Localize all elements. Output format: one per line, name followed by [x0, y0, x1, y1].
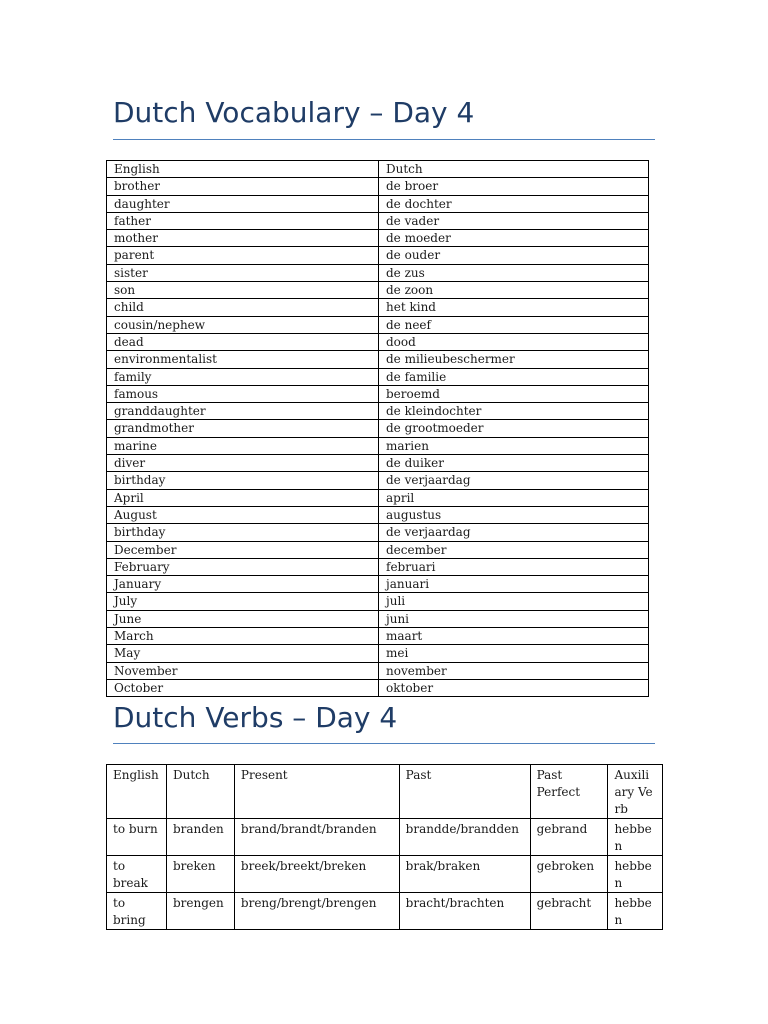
vocab-cell-dutch: januari	[379, 576, 649, 593]
vocab-header-english: English	[107, 161, 379, 178]
vocab-header-row	[107, 161, 649, 178]
vocab-cell-english: December	[107, 541, 379, 558]
vocab-row	[107, 576, 649, 593]
verbs-header-past-perfect: Past Perfect	[530, 765, 608, 819]
vocab-cell-english: famous	[107, 385, 379, 402]
vocab-row	[107, 230, 649, 247]
vocab-cell-english: son	[107, 282, 379, 299]
vocab-cell-english: March	[107, 628, 379, 645]
vocab-cell-dutch: april	[379, 489, 649, 506]
vocab-cell-english: brother	[107, 178, 379, 195]
vocab-header-dutch: Dutch	[379, 161, 649, 178]
verbs-header-past: Past	[399, 765, 530, 819]
vocab-title: Dutch Vocabulary – Day 4	[113, 96, 475, 129]
verb-cell-past: brandde/brandden	[399, 819, 530, 856]
vocab-cell-dutch: november	[379, 662, 649, 679]
vocab-cell-dutch: de dochter	[379, 195, 649, 212]
verbs-table	[106, 764, 663, 930]
verb-cell-dutch: breken	[166, 856, 234, 893]
verb-cell-past: bracht/brachten	[399, 893, 530, 930]
vocab-cell-english: child	[107, 299, 379, 316]
vocab-row	[107, 645, 649, 662]
verbs-header-dutch: Dutch	[166, 765, 234, 819]
vocab-cell-dutch: de verjaardag	[379, 524, 649, 541]
vocab-row	[107, 420, 649, 437]
vocab-row	[107, 593, 649, 610]
verb-cell-english: to burn	[107, 819, 167, 856]
verb-cell-present: breng/brengt/brengen	[234, 893, 399, 930]
vocab-cell-english: parent	[107, 247, 379, 264]
vocab-cell-dutch: beroemd	[379, 385, 649, 402]
vocab-row	[107, 524, 649, 541]
verb-cell-present: brand/brandt/branden	[234, 819, 399, 856]
verb-cell-auxiliary: hebben	[608, 819, 663, 856]
vocab-cell-english: environmentalist	[107, 351, 379, 368]
vocab-row	[107, 351, 649, 368]
vocab-cell-dutch: het kind	[379, 299, 649, 316]
vocab-cell-dutch: de familie	[379, 368, 649, 385]
vocab-cell-dutch: mei	[379, 645, 649, 662]
vocab-cell-english: cousin/nephew	[107, 316, 379, 333]
vocab-row	[107, 455, 649, 472]
vocab-row	[107, 489, 649, 506]
vocab-cell-dutch: maart	[379, 628, 649, 645]
vocab-cell-english: birthday	[107, 472, 379, 489]
vocab-cell-english: father	[107, 212, 379, 229]
verbs-header-auxiliary: Auxiliary Verb	[608, 765, 663, 819]
vocab-row	[107, 178, 649, 195]
vocab-row	[107, 264, 649, 281]
vocab-row	[107, 403, 649, 420]
vocab-row	[107, 385, 649, 402]
verb-cell-english: to break	[107, 856, 167, 893]
verb-cell-present: breek/breekt/breken	[234, 856, 399, 893]
vocab-table	[106, 160, 649, 697]
verb-row	[107, 819, 663, 856]
vocab-cell-english: October	[107, 679, 379, 696]
verb-cell-dutch: brengen	[166, 893, 234, 930]
verb-cell-auxiliary: hebben	[608, 856, 663, 893]
vocab-cell-english: July	[107, 593, 379, 610]
vocab-cell-dutch: de kleindochter	[379, 403, 649, 420]
vocab-cell-dutch: juli	[379, 593, 649, 610]
vocab-cell-dutch: de moeder	[379, 230, 649, 247]
vocab-cell-english: family	[107, 368, 379, 385]
vocab-row	[107, 247, 649, 264]
verb-row	[107, 893, 663, 930]
vocab-cell-english: November	[107, 662, 379, 679]
vocab-cell-dutch: de milieubeschermer	[379, 351, 649, 368]
verb-row	[107, 856, 663, 893]
verb-cell-english: to bring	[107, 893, 167, 930]
verbs-title: Dutch Verbs – Day 4	[113, 701, 398, 734]
vocab-cell-english: mother	[107, 230, 379, 247]
vocab-cell-english: diver	[107, 455, 379, 472]
vocab-cell-dutch: de vader	[379, 212, 649, 229]
vocab-row	[107, 368, 649, 385]
vocab-cell-english: May	[107, 645, 379, 662]
vocab-title-rule	[113, 139, 655, 140]
verbs-title-rule	[113, 743, 655, 744]
vocab-row	[107, 558, 649, 575]
vocab-cell-dutch: juni	[379, 610, 649, 627]
vocab-row	[107, 610, 649, 627]
vocab-cell-dutch: de grootmoeder	[379, 420, 649, 437]
vocab-cell-dutch: de broer	[379, 178, 649, 195]
vocab-row	[107, 628, 649, 645]
vocab-cell-dutch: de neef	[379, 316, 649, 333]
verbs-header-english: English	[107, 765, 167, 819]
vocab-row	[107, 679, 649, 696]
vocab-cell-english: birthday	[107, 524, 379, 541]
vocab-cell-dutch: marien	[379, 437, 649, 454]
vocab-cell-english: granddaughter	[107, 403, 379, 420]
vocab-cell-dutch: de ouder	[379, 247, 649, 264]
vocab-row	[107, 541, 649, 558]
verbs-header-row	[107, 765, 663, 819]
vocab-row	[107, 195, 649, 212]
vocab-cell-dutch: dood	[379, 333, 649, 350]
vocab-cell-dutch: de duiker	[379, 455, 649, 472]
vocab-cell-english: April	[107, 489, 379, 506]
vocab-cell-dutch: de zus	[379, 264, 649, 281]
vocab-row	[107, 333, 649, 350]
verb-cell-past-perfect: gebrand	[530, 819, 608, 856]
vocab-cell-english: January	[107, 576, 379, 593]
verbs-header-present: Present	[234, 765, 399, 819]
vocab-cell-dutch: februari	[379, 558, 649, 575]
vocab-row	[107, 437, 649, 454]
vocab-row	[107, 472, 649, 489]
vocab-cell-english: grandmother	[107, 420, 379, 437]
vocab-cell-english: daughter	[107, 195, 379, 212]
vocab-cell-dutch: december	[379, 541, 649, 558]
verb-cell-past: brak/braken	[399, 856, 530, 893]
verb-cell-dutch: branden	[166, 819, 234, 856]
vocab-row	[107, 506, 649, 523]
vocab-row	[107, 282, 649, 299]
vocab-cell-dutch: de verjaardag	[379, 472, 649, 489]
vocab-cell-dutch: de zoon	[379, 282, 649, 299]
vocab-cell-english: sister	[107, 264, 379, 281]
vocab-cell-english: February	[107, 558, 379, 575]
vocab-cell-dutch: oktober	[379, 679, 649, 696]
verb-cell-past-perfect: gebroken	[530, 856, 608, 893]
vocab-cell-english: June	[107, 610, 379, 627]
vocab-cell-english: dead	[107, 333, 379, 350]
vocab-cell-english: marine	[107, 437, 379, 454]
vocab-row	[107, 316, 649, 333]
vocab-row	[107, 212, 649, 229]
vocab-row	[107, 299, 649, 316]
vocab-cell-english: August	[107, 506, 379, 523]
verb-cell-auxiliary: hebben	[608, 893, 663, 930]
vocab-cell-dutch: augustus	[379, 506, 649, 523]
verb-cell-past-perfect: gebracht	[530, 893, 608, 930]
vocab-row	[107, 662, 649, 679]
